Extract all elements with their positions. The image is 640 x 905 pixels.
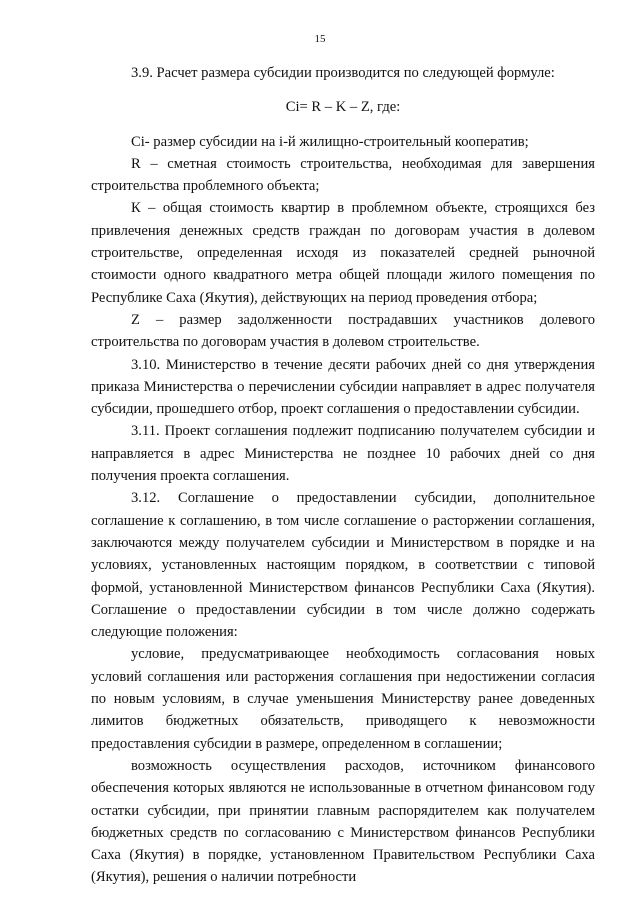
paragraph-3-10: 3.10. Министерство в течение десяти рабочих дней со дня утверждения приказа Министерства о перечислении субсидии направляет в адрес получателя субсидии, прошедшего отбор, проект соглашения о предоставлении субсидии. <box>91 356 595 418</box>
paragraph-expenses: возможность осуществления расходов, источником финансового обеспечения которых являются не использованные в отчетном финансовом году остатки субсидии, при принятии главным распорядителем как получателем бюджетных средств по согласованию с Министерством финансов Республики Саха (Якутия) в порядке, установленном Правительством Республики Саха (Якутия), решения о наличии потребности <box>91 757 595 886</box>
paragraph-condition: условие, предусматривающее необходимость согласования новых условий соглашения или расторжения соглашения при недостижении согласия по новым условиям, в случае уменьшения Министерству ранее доведенных лимитов бюджетных обязательств, приводящего к невозможности предоставления субсидии в размере, определенном в соглашении; <box>91 646 595 752</box>
paragraph-r-definition: R – сметная стоимость строительства, необходимая для завершения строительства проблемного объекта; <box>91 155 595 195</box>
paragraph-k-definition: К – общая стоимость квартир в проблемном объекте, строящихся без привлечения денежных средств граждан по договорам участия в долевом строительстве, определенная исходя из показателей средней рыночной стоимости одного квадратного метра общей площади жилого помещения по Республике Саха (Якутия), действующих на период проведения отбора; <box>91 200 595 306</box>
document-body <box>91 62 595 889</box>
page-number: 15 <box>314 33 326 45</box>
paragraph-3-12: 3.12. Соглашение о предоставлении субсидии, дополнительное соглашение к соглашению, в том числе соглашение о расторжении соглашения, заключаются между получателем субсидии и Министерством в порядке и на условиях, установленных настоящим порядком, в соответствии с типовой формой, установленной Министерством финансов Республики Саха (Якутия). Соглашение о предоставлении субсидии в том числе должно содержать следующие положения: <box>91 490 595 641</box>
paragraph-3-9: 3.9. Расчет размера субсидии производится по следующей формуле: <box>131 65 555 81</box>
paragraph-z-definition: Z – размер задолженности пострадавших участников долевого строительства по договорам участия в долевом строительстве. <box>91 311 595 351</box>
paragraph-ci-definition: Ci- размер субсидии на i-й жилищно-строительный кооператив; <box>131 133 529 150</box>
paragraph-3-11: 3.11. Проект соглашения подлежит подписанию получателем субсидии и направляется в адрес Министерства не позднее 10 рабочих дней со дня получения проекта соглашения. <box>91 423 595 485</box>
subsidy-formula: Ci= R – K – Z, где: <box>285 99 401 116</box>
